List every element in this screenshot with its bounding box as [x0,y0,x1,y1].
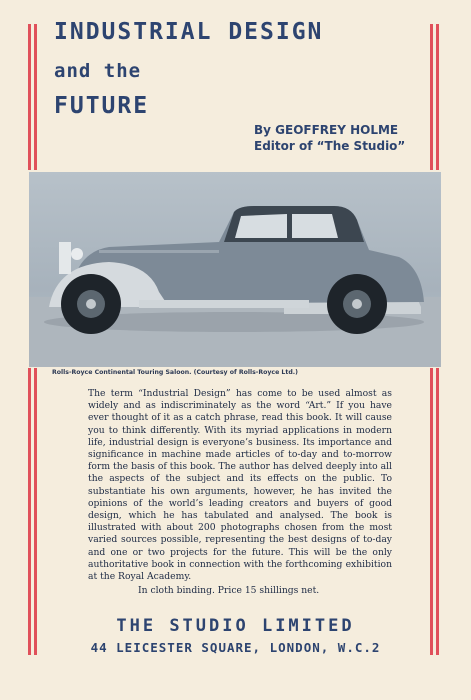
car-illustration [29,172,441,367]
publisher-name: THE STUDIO LIMITED [116,616,355,636]
car-photo [29,172,441,367]
red-rule-right-bottom-inner [430,368,433,655]
red-rule-left-bottom-inner [34,368,37,655]
publisher-address: 44 LEICESTER SQUARE, LONDON, W.C.2 [90,640,381,655]
title-line-1: INDUSTRIAL DESIGN [54,19,324,45]
red-rule-right-bottom [436,368,439,655]
title-line-2: and the [54,60,142,82]
photo-caption: Rolls-Royce Continental Touring Saloon. (Courtesy of Rolls-Royce Ltd.) [52,369,298,376]
byline-role: Editor of “The Studio” [254,139,406,153]
red-rule-left-top [28,24,31,170]
red-rule-right-top [436,24,439,170]
title-line-3: FUTURE [54,93,150,119]
byline [254,122,405,154]
red-rule-left-bottom [28,368,31,655]
price-line: In cloth binding. Price 15 shillings net. [138,585,320,596]
red-rule-left-top-inner [34,24,37,170]
byline-author: By GEOFFREY HOLME [254,123,399,137]
body-paragraph: The term “Industrial Design” has come to be used almost as widely and as indiscriminately as the word “Art.” If you have ever thought of it as a catch phrase, read this book. It will cause you to think differently. With its myriad applications in modern life, industrial design is everyone’s business. Its importance and significance in machine made articles of to-day and to-morrow form the basis of this book. The author has delved deeply into all the aspects of the subject and its effects on the public. To substantiate his own arguments, however, he has invited the opinions of the world’s leading creators and buyers of good design, which he has tabulated and analysed. The book is illustrated with about 200 photographs chosen from the most varied sources possible, representing the best designs of to-day and one or two projects for the future. This will be the only authoritative book in connection with the forthcoming exhibition at the Royal Academy. [88,388,392,583]
red-rule-right-top-inner [430,24,433,170]
